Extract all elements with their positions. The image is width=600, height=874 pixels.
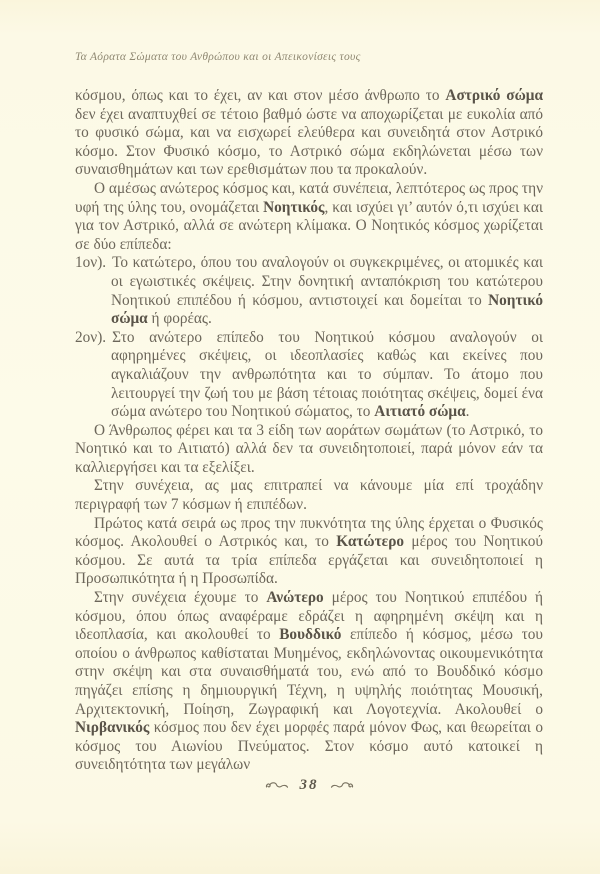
running-header: Τα Αόρατα Σώματα του Ανθρώπου και οι Απεικονίσεις τους	[75, 51, 361, 63]
text-run: επίπεδο ή κόσμος, μέσω του οποίου ο άνθρωπος καθίσταται Μυημένος, εκδηλώνοντας οικουμενικότητα στην σκέψη και στα συναισθήματά του, ενώ από το Βουδδικό κόσμο πηγάζει επίσης η δημιουργική Τέχνη, η υψηλής ποιότητας Μουσική, Αρχιτεκτονική, Ποίηση, Ζωγραφική και Λογοτεχνία. Ακολουθεί ο	[75, 626, 543, 718]
text-run: Στην συνέχεια έχουμε το	[94, 589, 267, 607]
page-number: 38	[299, 776, 319, 793]
bold-term: Ανώτερο	[266, 589, 324, 607]
text-run: , και ισχύει γι’ αυτόν ό,τι ισχύει και για τον Αστρικό, αλλά σε ανώτερη κλίμακα. Ο Νοητικός κόσμος χωρίζεται σε δύο επίπεδα:	[75, 198, 543, 253]
text-run: μέρος του Νοητικού κόσμου. Σε αυτά τα τρία επίπεδα εργάζεται και συνειδητοποιεί η Προσωπικότητα ή η Προσωπίδα.	[75, 533, 543, 588]
text-run: δεν έχει αναπτυχθεί σε τέτοιο βαθμό ώστε να αποχωρίζεται με ευκολία από το φυσικό σώμα, και να εισχωρεί ελεύθερα και συνειδητά στον Αστρικό κόσμο. Στον Φυσικό κόσμο, το Αστρικό σώμα εκδηλώνεται μέσω των συναισθημάτων και των ερεθισμάτων που τα προκαλούν.	[75, 105, 543, 179]
list-item-label: 2ον).	[75, 328, 107, 346]
paragraph	[75, 515, 543, 589]
page-footer	[75, 776, 543, 794]
list-item	[75, 254, 543, 328]
text-run: κόσμος που δεν έχει μορφές παρά μόνον Φως, και θεωρείται ο κόσμος του Αιωνίου Πνεύματος. Στον κόσμο αυτό κατοικεί η συνειδητότητα των μεγάλων	[75, 719, 543, 774]
text-run: μέρος του Νοητικού επιπέδου ή κόσμου, όπου όπως αναφέραμε εδράζει η αφηρημένη σκέψη και η ιδεοπλασία, και ακολουθεί το	[75, 589, 543, 644]
list-item-label: 1ον).	[75, 254, 107, 272]
text-run: Ο Άνθρωπος φέρει και τα 3 είδη των αοράτων σωμάτων (το Αστρικό, το Νοητικό και το Αιτιατό) αλλά δεν τα συνειδητοποιεί, παρά μόνον εάν τα καλλιεργήσει και τα εξελίξει.	[75, 421, 543, 476]
paragraph	[75, 477, 543, 514]
list-item	[75, 329, 543, 422]
text-run: .	[465, 403, 470, 421]
text-run: Ο αμέσως ανώτερος κόσμος και, κατά συνέπεια, λεπτότερος ως προς την υφή της ύλης του, ονομάζεται	[75, 179, 543, 216]
bold-term: Βουδδικό	[279, 626, 342, 644]
fleuron-left-icon	[265, 780, 289, 790]
bold-term: Νοητικός	[263, 198, 325, 216]
paragraph	[75, 87, 543, 180]
text-run: Το κατώτερο, όπου του αναλογούν οι συγκεκριμένες, οι ατομικές και οι εγωιστικές σκέψεις. Στην δονητική ανταπόκριση του κατώτερου Νοητικού επιπέδου ή κόσμου, αντιστοιχεί και δομείται το	[111, 254, 543, 309]
bold-term: Νοητικό σώμα	[111, 291, 543, 328]
fleuron-right-icon	[330, 780, 354, 790]
bold-term: Αιτιατό σώμα	[374, 403, 466, 421]
body-text	[75, 87, 543, 775]
bold-term: Νιρβανικός	[75, 719, 150, 737]
text-run: ή φορέας.	[147, 310, 212, 328]
text-run: Πρώτος κατά σειρά ως προς την πυκνότητα της ύλης έρχεται ο Φυσικός κόσμος. Ακολουθεί ο Αστρικός και, το	[75, 514, 543, 551]
bold-term: Κατώτερο	[336, 533, 405, 551]
text-run: κόσμου, όπως και το έχει, αν και στον μέσο άνθρωπο το	[75, 87, 446, 104]
text-run: Στην συνέχεια, ας μας επιτραπεί να κάνουμε μία επί τροχάδην περιγραφή των 7 κόσμων ή επιπέδων.	[75, 477, 543, 514]
text-run: Στο ανώτερο επίπεδο του Νοητικού κόσμου αναλογούν οι αφηρημένες σκέψεις, οι ιδεοπλασίες καθώς και εκείνες που αγκαλιάζουν την ανθρωπότητα και το σύμπαν. Το άτομο που λειτουργεί την ζωή του με βάση τέτοιας ποιότητας σκέψεις, δομεί ένα σώμα ανώτερο του Νοητικού σώματος, το	[111, 328, 543, 421]
bold-term: Αστρικό σώμα	[445, 87, 543, 104]
paragraph	[75, 589, 543, 775]
paragraph	[75, 180, 543, 254]
paragraph	[75, 422, 543, 478]
